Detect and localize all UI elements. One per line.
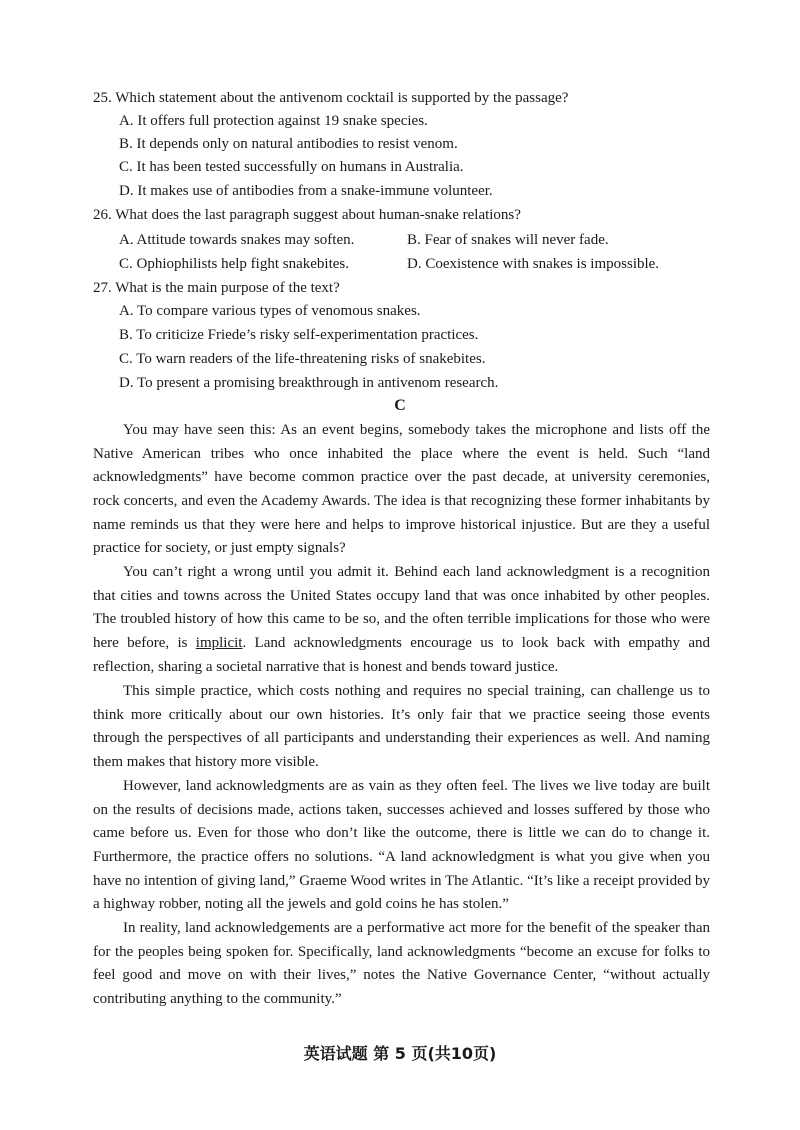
q25-option-b: B. It depends only on natural antibodies to resist venom.: [119, 136, 458, 152]
passage-paragraph-2: [93, 561, 710, 679]
question-25-stem: 25. Which statement about the antivenom cocktail is supported by the passage?: [93, 90, 569, 106]
page-footer: 英语试题 第 5 页(共10页): [303, 1044, 497, 1063]
section-heading: C: [394, 397, 406, 414]
q27-option-c: C. To warn readers of the life-threatening risks of snakebites.: [119, 351, 486, 367]
q26-option-a: A. Attitude towards snakes may soften.: [119, 232, 355, 248]
q27-option-d: D. To present a promising breakthrough in antivenom research.: [119, 375, 499, 391]
q27-option-b: B. To criticize Friede’s risky self-experimentation practices.: [119, 327, 479, 343]
passage-paragraph-3: This simple practice, which costs nothing and requires no special training, can challenge us to think more critically about our own histories. It’s only fair that we practice seeing those events through the perspectives of all participants and understanding their experiences as well. And naming them makes that history more visible.: [93, 683, 710, 770]
q26-option-d: D. Coexistence with snakes is impossible.: [407, 256, 660, 272]
q25-option-a: A. It offers full protection against 19 snake species.: [119, 113, 428, 129]
q26-option-b: B. Fear of snakes will never fade.: [407, 232, 609, 248]
question-27-stem: 27. What is the main purpose of the text?: [93, 280, 340, 296]
passage-paragraph-1: You may have seen this: As an event begins, somebody takes the microphone and lists off the Native American tribes who once inhabited the place where the event is held. Such “land acknowledgments” have become common practice over the past decade, at university ceremonies, rock concerts, and even the Academy Awards. The idea is that recognizing these former inhabitants by name reminds us that they were here and helps to improve historical injustice. But are they a useful practice for society, or just empty signals?: [93, 422, 710, 557]
paragraph-2-text-start: You can’t right a wrong until you admit it. Behind each land acknowledgment is a recognition that cities and towns across the United States occupy land that was once inhabited by other peoples. The troubled history of how this came to be so, and the often terrible implications for those who were here before, is: [93, 564, 710, 651]
q25-option-c: C. It has been tested successfully on humans in Australia.: [119, 159, 464, 175]
paragraph-2-text-end: . Land acknowledgments encourage us to look back with empathy and reflection, sharing a societal narrative that is honest and bends toward justice.: [93, 634, 710, 675]
q26-option-c: C. Ophiophilists help fight snakebites.: [119, 256, 349, 272]
underlined-word-implicit: implicit: [195, 634, 243, 651]
q25-option-d: D. It makes use of antibodies from a snake-immune volunteer.: [119, 183, 493, 199]
passage-paragraph-5: In reality, land acknowledgements are a performative act more for the benefit of the speaker than for the peoples being spoken for. Specifically, land acknowledgments “become an excuse for folks to feel good and move on with their lives,” notes the Native Governance Center, “without actually contributing anything to the community.”: [93, 920, 710, 1007]
q27-option-a: A. To compare various types of venomous snakes.: [119, 303, 421, 319]
question-26-stem: 26. What does the last paragraph suggest about human-snake relations?: [93, 207, 521, 223]
passage-paragraph-4: However, land acknowledgments are as vain as they often feel. The lives we live today are built on the results of decisions made, actions taken, successes achieved and losses suffered by those who came before us. Even for those who don’t like the outcome, there is little we can do to change it. Furthermore, the practice offers no solutions. “A land acknowledgment is what you give when you have no intention of giving land,” Graeme Wood writes in The Atlantic. “It’s like a receipt provided by a highway robber, noting all the jewels and gold coins he has stolen.”: [93, 778, 710, 913]
